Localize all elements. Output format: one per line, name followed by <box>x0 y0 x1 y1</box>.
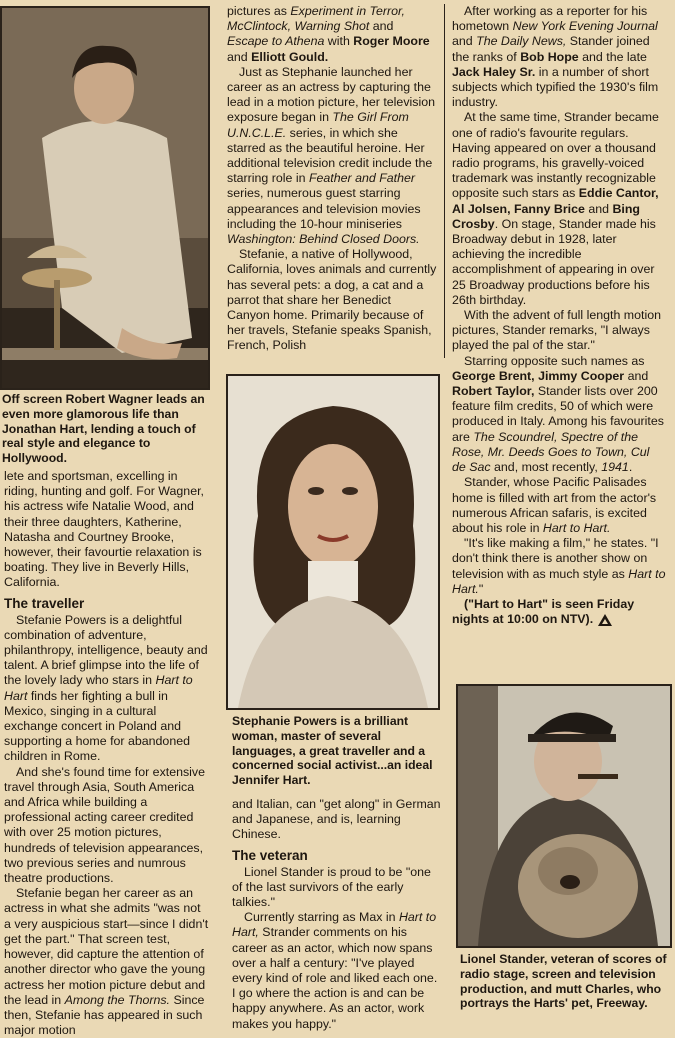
stephanie-powers-illustration <box>228 376 438 708</box>
col2-paragraph-6: Currently starring as Max in Hart to Hart, Strander comments on his career as an actor, which now spans over a half a century: "I've played every kind of role and liked each one. I go where the action is and can be happy anywhere. As an actor, work makes you happy." <box>232 910 438 1031</box>
stander-caption <box>460 952 672 1011</box>
col3-paragraph-2: At the same time, Strander became one of radio's favourite regulars. Having appeared on over a thousand radio programs, his gravelly-voiced trademark was instantly recognizable opposite such stars as Eddie Cantor, Al Jolsen, Fanny Brice and Bing Crosby. On stage, Stander made his Broadway debut in 1928, later achieving the incredible accomplishment of appearing in over 25 Broadway productions before his 26th birthday. <box>452 110 659 307</box>
col1-paragraph-1: lete and sportsman, excelling in riding, hunting and golf. For Wagner, his actress wife Natalie Wood, and their three daughters, Katherine, Natasha and Courtney Brooke, however, their favourtie relaxation is boating. They live in Beverly Hills, California. <box>4 469 204 590</box>
wagner-caption-text: Off screen Robert Wagner leads an even more glamorous life than Jonathan Hart, lending a touch of real style and elegance to Hollywood. <box>2 392 205 466</box>
lionel-stander-photo <box>456 684 672 948</box>
col3-paragraph-1: After working as a reporter for his hometown New York Evening Journal and The Daily News, Stander joined the ranks of Bob Hope and the late Jack Haley Sr. in a number of short subjects which typified the 1930's film industry. <box>452 4 659 110</box>
col1-paragraph-4: Stefanie began her career as an actress in what she admits "was not a very auspicious start—since I didn't get the part." That screen test, however, did capture the attention of another director who gave the young actress her motion picture debut and the lead in Among the Thorns. Since then, Stefanie has appeared in such major motion <box>4 886 209 1038</box>
stander-caption-text: Lionel Stander, veteran of scores of radio stage, screen and television production, and mutt Charles, who portrays the Harts' pet, Freeway. <box>460 952 667 1011</box>
column-2-top <box>227 4 437 354</box>
robert-wagner-illustration <box>2 8 208 388</box>
column-1 <box>4 469 210 1038</box>
col2-paragraph-5: Lionel Stander is proud to be "one of the last survivors of the early talkies." <box>232 864 431 910</box>
powers-caption-text: Stephanie Powers is a brilliant woman, master of several languages, a great traveller and a concerned social activist...an ideal Jennifer Hart. <box>232 714 433 788</box>
heading-the-traveller: The traveller <box>4 595 85 611</box>
col1-paragraph-2: Stefanie Powers is a delightful combination of adventure, philanthropy, intelligence, beauty and talent. A brief glimpse into the life of the lovely lady who stars in Hart to Hart finds her fighting a bull in Mexico, singing in a cultural exchange concert in Poland and supporting a home for abandoned children in Rome. <box>4 612 208 764</box>
wagner-caption <box>2 392 208 466</box>
col2-paragraph-2: Just as Stephanie launched her career as an actress by capturing the lead in a motion picture, her television exposure began in The Girl From U.N.C.L.E. series, in which she starred as the beautiful heroine. Her additional television credit include the starring role in Feather and Father series, numerous guest starring appearances and television movies including the 10-hour miniseries Washington: Behind Closed Doors. <box>227 64 436 247</box>
col3-paragraph-3: With the advent of full length motion pictures, Stander remarks, "I always played the pal of the star." <box>452 308 661 353</box>
col3-paragraph-6: "It's like making a film," he states. "I don't think there is another show on television with as much style as Hart to Hart." <box>452 536 666 596</box>
col3-paragraph-4: Starring opposite such names as George Brent, Jimmy Cooper and Robert Taylor, Stander lists over 200 feature film credits, 50 of which were produced in Italy. Among his favourites are The Scoundrel, Spectre of the Rose, Mr. Deeds Goes to Town, Cul de Sac and, most recently, 1941. <box>452 353 664 475</box>
col2-paragraph-4: and Italian, can "get along" in German and Japanese, and is, learning Chinese. <box>232 797 441 842</box>
lionel-stander-illustration <box>458 686 670 946</box>
column-2-bottom <box>232 797 442 1032</box>
stephanie-powers-photo <box>226 374 440 710</box>
col2-paragraph-1: pictures as Experiment in Terror, McClintock, Warning Shot and Escape to Athena with Roger Moore and Elliott Gould. <box>227 4 430 64</box>
column-rule <box>444 4 445 358</box>
powers-caption <box>232 714 438 788</box>
col3-promo: ("Hart to Hart" is seen Friday nights at 10:00 on NTV). <box>452 596 635 627</box>
heading-the-veteran: The veteran <box>232 847 308 863</box>
end-mark-icon <box>597 613 613 627</box>
robert-wagner-photo <box>0 6 210 390</box>
column-3 <box>452 4 666 627</box>
col1-paragraph-3: And she's found time for extensive travel through Asia, South America and Africa while building a professional acting career credited with over 25 motion pictures, hundreds of television appearances, two previous series and numrous theatre productions. <box>4 764 206 886</box>
col2-paragraph-3: Stefanie, a native of Hollywood, California, loves animals and currently has several pets: a dog, a cat and a parrot that share her Benedict Canyon home. Primarily because of her travels, Stefanie speaks Spanish, French, Polish <box>227 247 437 353</box>
col3-paragraph-5: Stander, whose Pacific Palisades home is filled with art from the actor's numerous African safaris, is excited about his role in Hart to Hart. <box>452 475 657 535</box>
